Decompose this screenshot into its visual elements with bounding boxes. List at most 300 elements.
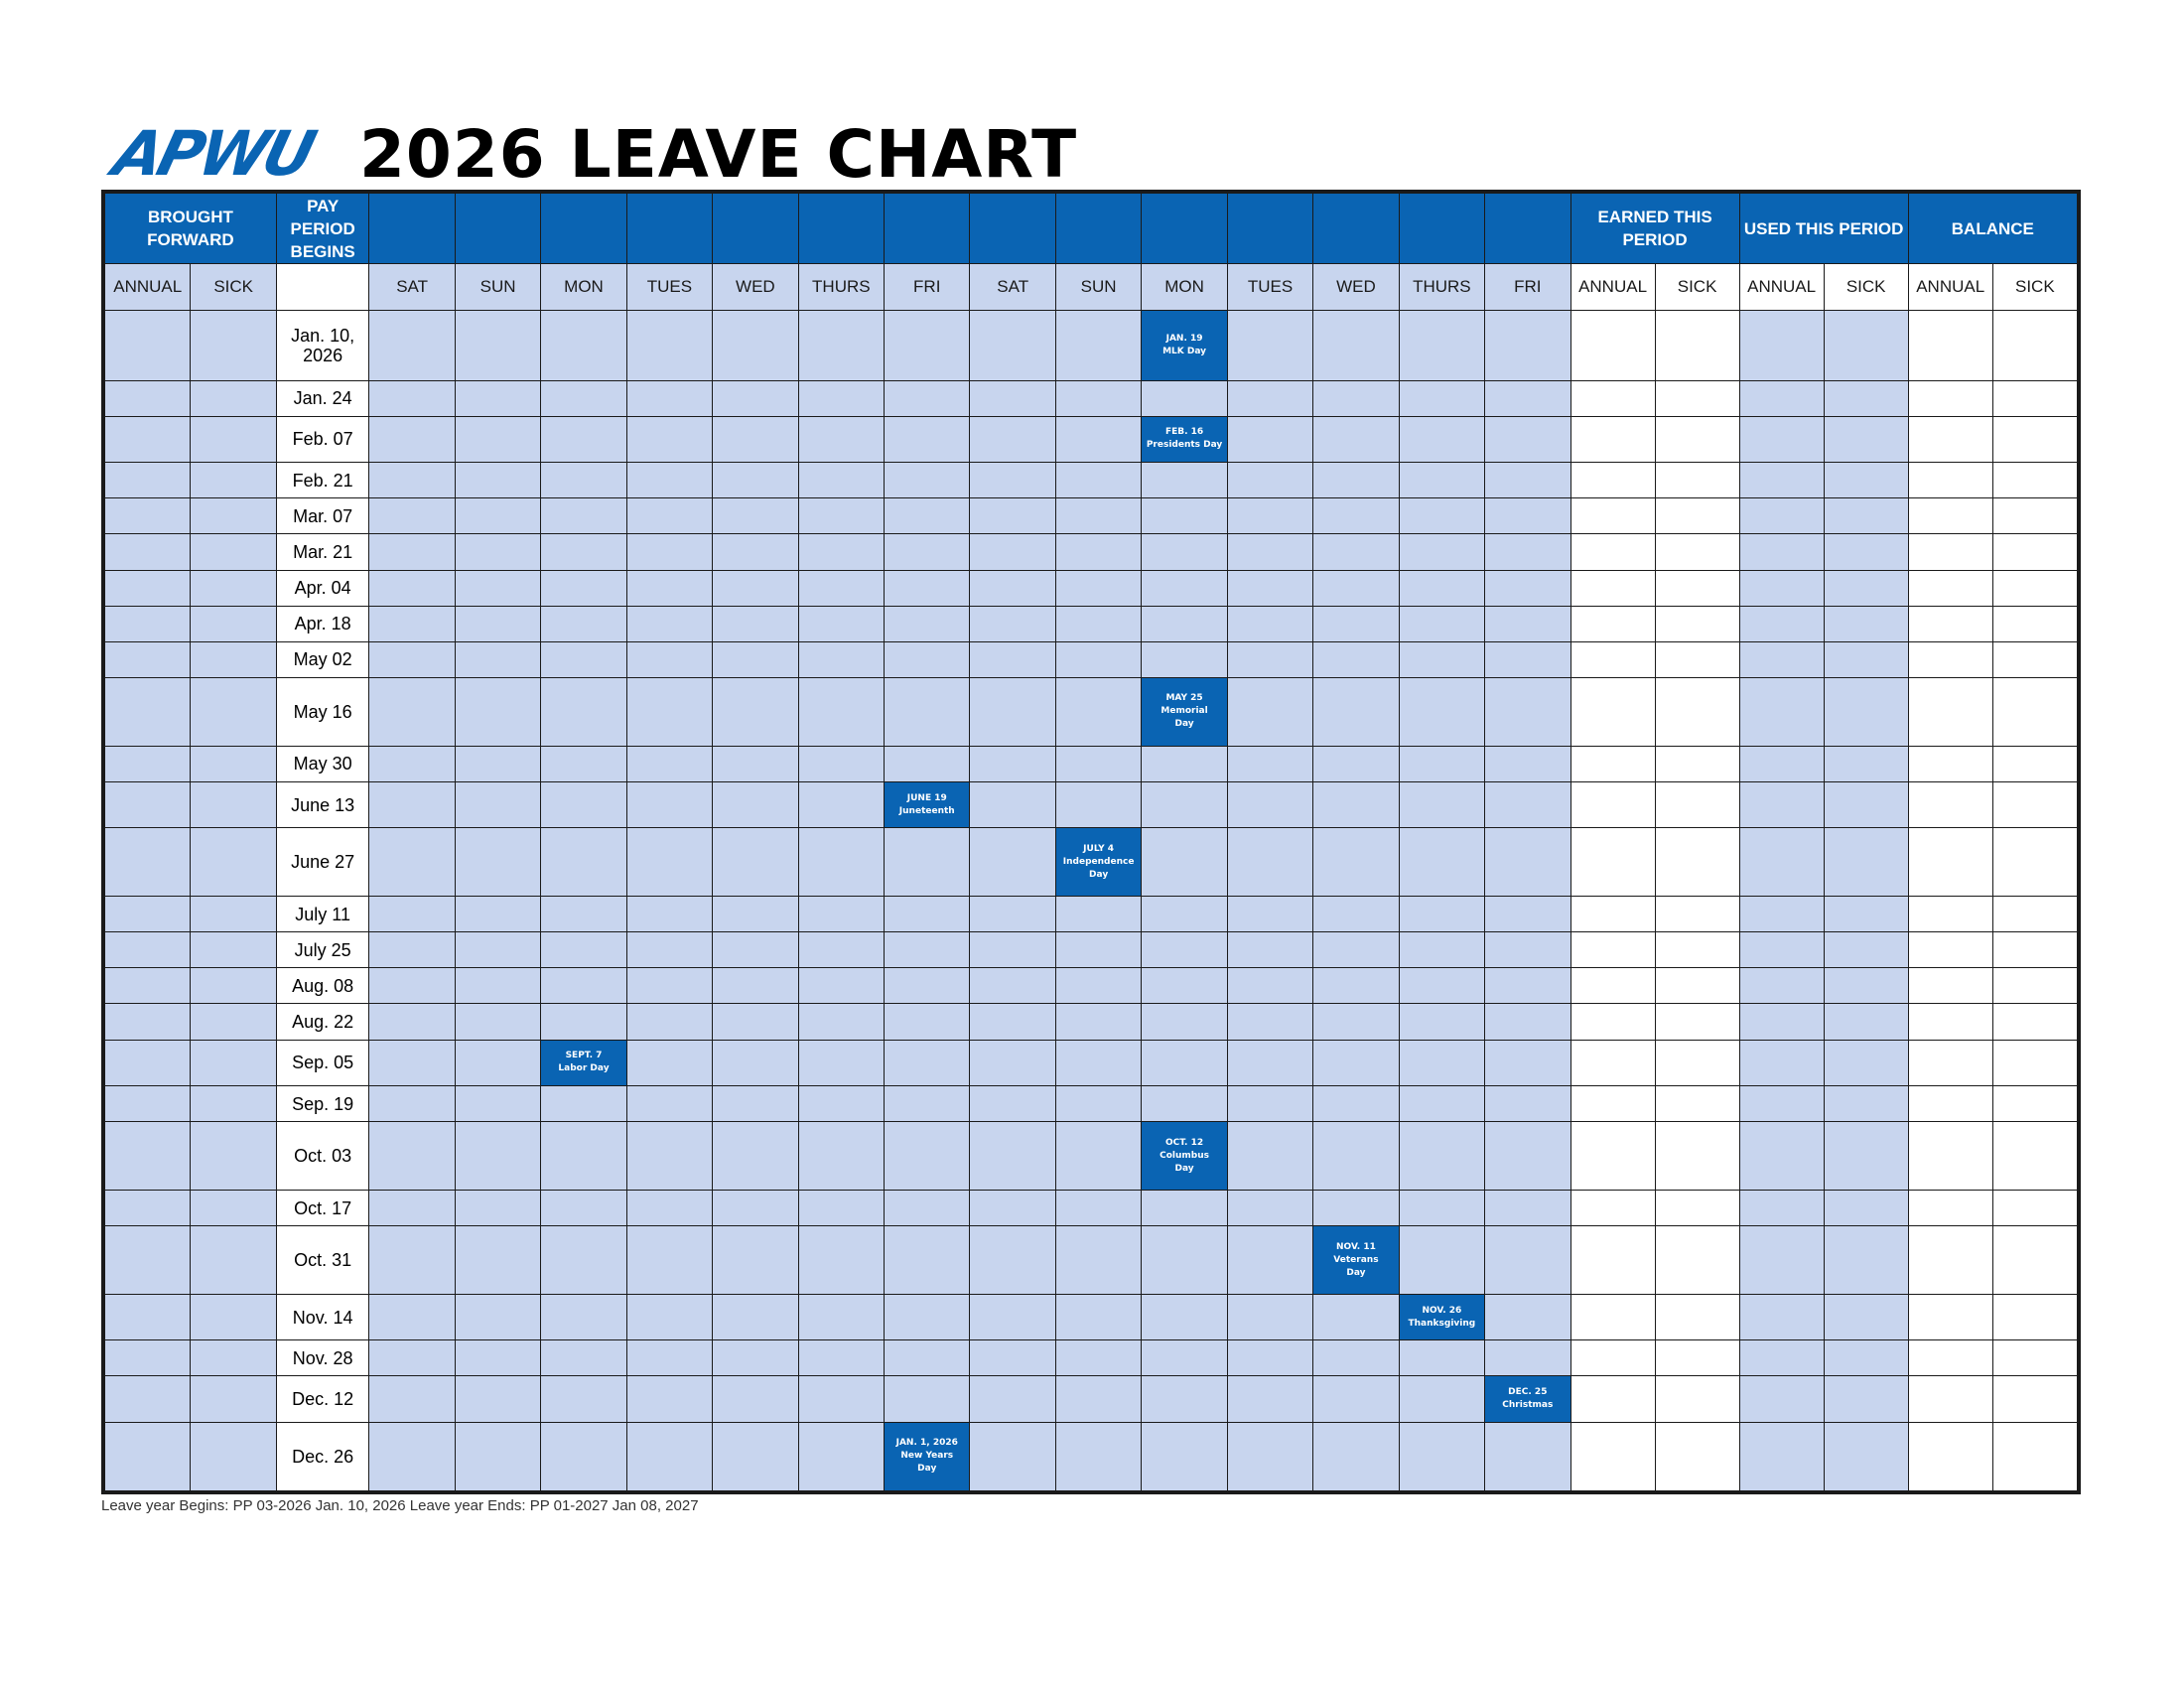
- day-cell: [1142, 1422, 1227, 1490]
- used-annual-cell: [1739, 746, 1824, 781]
- used-annual-cell: [1739, 570, 1824, 606]
- day-cell: [1485, 534, 1570, 570]
- day-cell: [798, 828, 884, 897]
- day-cell: [369, 641, 455, 677]
- day-cell: [1227, 416, 1312, 462]
- balance-annual-cell: [1908, 570, 1992, 606]
- day-header-sat: SAT: [970, 264, 1055, 311]
- day-cell: [885, 746, 970, 781]
- brought-forward-sick-cell: [191, 746, 276, 781]
- day-cell: [541, 1376, 626, 1422]
- table-row: [105, 1340, 2078, 1376]
- earned-sick-cell: [1655, 1086, 1739, 1122]
- used-sick-cell: [1824, 677, 1908, 746]
- brought-forward-sick-cell: [191, 380, 276, 416]
- table-row: [105, 677, 2078, 746]
- holiday-cell: [1485, 1376, 1570, 1422]
- day-cell: [626, 606, 712, 641]
- earned-annual-cell: [1570, 641, 1655, 677]
- day-cell: [1142, 828, 1227, 897]
- day-header-blank: [1313, 194, 1399, 264]
- balance-sick-cell: [1992, 311, 2077, 381]
- day-cell: [455, 968, 540, 1004]
- used-annual-cell: [1739, 1340, 1824, 1376]
- day-cell: [1055, 1190, 1141, 1225]
- pay-period-begins-header: PAY PERIOD BEGINS: [276, 194, 369, 264]
- day-cell: [455, 380, 540, 416]
- pay-period-date: July 11: [276, 897, 369, 932]
- used-sick-cell: [1824, 1086, 1908, 1122]
- used-annual-cell: [1739, 1376, 1824, 1422]
- day-cell: [369, 1004, 455, 1040]
- day-cell: [626, 1340, 712, 1376]
- balance-annual-cell: [1908, 897, 1992, 932]
- balance-sick-cell: [1992, 416, 2077, 462]
- day-cell: [541, 781, 626, 827]
- day-cell: [1055, 606, 1141, 641]
- day-cell: [1142, 781, 1227, 827]
- pay-period-date: June 13: [276, 781, 369, 827]
- holiday-label: Day: [1174, 1163, 1194, 1174]
- brought-forward-annual-cell: [105, 781, 191, 827]
- earned-sick-cell: [1655, 498, 1739, 534]
- brought-forward-annual-cell: [105, 606, 191, 641]
- pay-period-date: Oct. 17: [276, 1190, 369, 1225]
- day-cell: [455, 416, 540, 462]
- day-cell: [1227, 1040, 1312, 1085]
- day-cell: [1313, 534, 1399, 570]
- day-cell: [885, 641, 970, 677]
- day-cell: [1399, 463, 1484, 498]
- day-header-blank: [1485, 194, 1570, 264]
- holiday-label: NOV. 26: [1422, 1305, 1462, 1316]
- day-cell: [1142, 1190, 1227, 1225]
- day-cell: [970, 932, 1055, 968]
- day-cell: [626, 968, 712, 1004]
- day-header-blank: [970, 194, 1055, 264]
- day-cell: [1055, 1040, 1141, 1085]
- used-sick-cell: [1824, 781, 1908, 827]
- day-cell: [1485, 1086, 1570, 1122]
- day-cell: [626, 677, 712, 746]
- holiday-label: Columbus: [1160, 1150, 1209, 1161]
- holiday-label: JUNE 19: [906, 792, 947, 803]
- day-cell: [626, 1004, 712, 1040]
- earned-sick-cell: [1655, 1040, 1739, 1085]
- balance-annual-cell: [1908, 1004, 1992, 1040]
- holiday-label: Memorial: [1160, 706, 1208, 717]
- day-cell: [1227, 606, 1312, 641]
- balance-annual-cell: [1908, 641, 1992, 677]
- earned-sick-cell: [1655, 1190, 1739, 1225]
- day-cell: [1142, 570, 1227, 606]
- day-cell: [713, 828, 798, 897]
- day-cell: [1399, 828, 1484, 897]
- holiday-label: Juneteenth: [898, 805, 955, 816]
- holiday-label: JAN. 1, 2026: [895, 1438, 958, 1449]
- day-header-blank: [626, 194, 712, 264]
- table-row: [105, 1122, 2078, 1191]
- day-cell: [455, 828, 540, 897]
- table-row: [105, 968, 2078, 1004]
- day-cell: [885, 570, 970, 606]
- pay-period-date: Dec. 12: [276, 1376, 369, 1422]
- balance-sick-cell: [1992, 641, 2077, 677]
- earned-sick-cell: [1655, 1004, 1739, 1040]
- day-cell: [970, 1004, 1055, 1040]
- balance-sick-cell: [1992, 746, 2077, 781]
- brought-forward-sick-cell: [191, 1226, 276, 1295]
- brought-forward-header: BROUGHT FORWARD: [105, 194, 277, 264]
- day-cell: [455, 498, 540, 534]
- day-cell: [541, 416, 626, 462]
- day-cell: [1485, 897, 1570, 932]
- sub-header-annual: ANNUAL: [105, 264, 191, 311]
- used-sick-cell: [1824, 311, 1908, 381]
- day-cell: [1399, 746, 1484, 781]
- day-cell: [455, 1004, 540, 1040]
- brought-forward-annual-cell: [105, 1422, 191, 1490]
- day-cell: [455, 1226, 540, 1295]
- balance-annual-cell: [1908, 932, 1992, 968]
- balance-annual-cell: [1908, 498, 1992, 534]
- balance-sick-cell: [1992, 828, 2077, 897]
- day-cell: [1055, 311, 1141, 381]
- day-cell: [541, 463, 626, 498]
- day-header-sun: SUN: [455, 264, 540, 311]
- brought-forward-sick-cell: [191, 932, 276, 968]
- brought-forward-annual-cell: [105, 498, 191, 534]
- day-cell: [1399, 932, 1484, 968]
- balance-annual-cell: [1908, 781, 1992, 827]
- day-cell: [1313, 463, 1399, 498]
- used-sick-cell: [1824, 746, 1908, 781]
- day-cell: [1399, 1086, 1484, 1122]
- sub-header-blank: [276, 264, 369, 311]
- day-cell: [1485, 641, 1570, 677]
- day-cell: [1142, 606, 1227, 641]
- pay-period-date: Apr. 18: [276, 606, 369, 641]
- day-cell: [1142, 1040, 1227, 1085]
- day-cell: [626, 534, 712, 570]
- day-cell: [1313, 498, 1399, 534]
- day-cell: [885, 932, 970, 968]
- used-annual-cell: [1739, 677, 1824, 746]
- day-cell: [626, 932, 712, 968]
- day-cell: [1227, 641, 1312, 677]
- used-sick-cell: [1824, 606, 1908, 641]
- day-cell: [1313, 641, 1399, 677]
- day-cell: [885, 1340, 970, 1376]
- day-cell: [1227, 1376, 1312, 1422]
- day-cell: [1142, 1086, 1227, 1122]
- sub-header-sick: SICK: [1655, 264, 1739, 311]
- day-cell: [1399, 570, 1484, 606]
- table-row: [105, 606, 2078, 641]
- day-cell: [713, 1340, 798, 1376]
- day-header-blank: [1055, 194, 1141, 264]
- pay-period-date: Sep. 05: [276, 1040, 369, 1085]
- day-cell: [970, 1226, 1055, 1295]
- day-cell: [626, 746, 712, 781]
- brought-forward-sick-cell: [191, 1340, 276, 1376]
- day-header-blank: [369, 194, 455, 264]
- day-cell: [541, 606, 626, 641]
- used-annual-cell: [1739, 968, 1824, 1004]
- day-cell: [970, 416, 1055, 462]
- day-cell: [455, 897, 540, 932]
- day-cell: [455, 641, 540, 677]
- brought-forward-annual-cell: [105, 677, 191, 746]
- day-header-thurs: THURS: [798, 264, 884, 311]
- balance-sick-cell: [1992, 781, 2077, 827]
- day-cell: [1142, 897, 1227, 932]
- day-cell: [1313, 781, 1399, 827]
- day-cell: [455, 534, 540, 570]
- day-cell: [626, 463, 712, 498]
- day-cell: [970, 570, 1055, 606]
- earned-sick-cell: [1655, 1376, 1739, 1422]
- brought-forward-annual-cell: [105, 932, 191, 968]
- day-header-tues: TUES: [626, 264, 712, 311]
- earned-sick-cell: [1655, 534, 1739, 570]
- day-cell: [626, 828, 712, 897]
- day-cell: [1313, 1294, 1399, 1339]
- day-cell: [885, 1004, 970, 1040]
- day-cell: [1313, 1086, 1399, 1122]
- earned-annual-cell: [1570, 1122, 1655, 1191]
- day-cell: [798, 641, 884, 677]
- day-cell: [1227, 1086, 1312, 1122]
- balance-annual-cell: [1908, 1340, 1992, 1376]
- balance-sick-cell: [1992, 570, 2077, 606]
- earned-annual-cell: [1570, 311, 1655, 381]
- table-row: [105, 1004, 2078, 1040]
- day-cell: [1485, 677, 1570, 746]
- day-cell: [1313, 1340, 1399, 1376]
- holiday-label: Veterans: [1333, 1254, 1379, 1265]
- balance-sick-cell: [1992, 1190, 2077, 1225]
- day-cell: [626, 311, 712, 381]
- pay-period-date: Jan. 24: [276, 380, 369, 416]
- day-cell: [1142, 932, 1227, 968]
- brought-forward-annual-cell: [105, 641, 191, 677]
- day-cell: [1485, 828, 1570, 897]
- brought-forward-sick-cell: [191, 1086, 276, 1122]
- brought-forward-sick-cell: [191, 606, 276, 641]
- day-cell: [1399, 1340, 1484, 1376]
- day-cell: [713, 380, 798, 416]
- day-cell: [369, 311, 455, 381]
- day-cell: [541, 1294, 626, 1339]
- day-cell: [1055, 677, 1141, 746]
- apwu-logo: [106, 117, 320, 190]
- pay-period-date: Sep. 19: [276, 1086, 369, 1122]
- day-cell: [798, 781, 884, 827]
- used-sick-cell: [1824, 1340, 1908, 1376]
- day-header-fri: FRI: [885, 264, 970, 311]
- earned-sick-cell: [1655, 897, 1739, 932]
- day-cell: [541, 1122, 626, 1191]
- day-cell: [798, 1422, 884, 1490]
- brought-forward-sick-cell: [191, 897, 276, 932]
- day-cell: [970, 1040, 1055, 1085]
- day-cell: [369, 781, 455, 827]
- day-cell: [1227, 570, 1312, 606]
- day-cell: [455, 781, 540, 827]
- day-cell: [626, 1122, 712, 1191]
- day-cell: [798, 1086, 884, 1122]
- used-annual-cell: [1739, 1422, 1824, 1490]
- day-cell: [541, 1190, 626, 1225]
- day-cell: [455, 1190, 540, 1225]
- brought-forward-annual-cell: [105, 570, 191, 606]
- day-cell: [1485, 1294, 1570, 1339]
- day-cell: [541, 897, 626, 932]
- balance-sick-cell: [1992, 1422, 2077, 1490]
- day-cell: [970, 1340, 1055, 1376]
- day-cell: [626, 1040, 712, 1085]
- day-cell: [713, 1294, 798, 1339]
- day-cell: [1399, 1122, 1484, 1191]
- day-cell: [1399, 781, 1484, 827]
- earned-annual-cell: [1570, 1294, 1655, 1339]
- balance-annual-cell: [1908, 828, 1992, 897]
- day-cell: [885, 498, 970, 534]
- used-sick-cell: [1824, 1122, 1908, 1191]
- day-cell: [1227, 932, 1312, 968]
- day-cell: [798, 897, 884, 932]
- day-cell: [369, 1086, 455, 1122]
- day-cell: [1313, 828, 1399, 897]
- used-sick-cell: [1824, 1004, 1908, 1040]
- balance-annual-cell: [1908, 1040, 1992, 1085]
- holiday-label: Day: [1089, 869, 1109, 880]
- day-cell: [970, 828, 1055, 897]
- day-cell: [626, 781, 712, 827]
- day-cell: [1227, 498, 1312, 534]
- used-annual-cell: [1739, 781, 1824, 827]
- day-cell: [885, 828, 970, 897]
- day-cell: [1485, 1040, 1570, 1085]
- day-cell: [1313, 606, 1399, 641]
- day-cell: [798, 1376, 884, 1422]
- brought-forward-annual-cell: [105, 1190, 191, 1225]
- brought-forward-annual-cell: [105, 968, 191, 1004]
- day-cell: [541, 498, 626, 534]
- day-cell: [455, 677, 540, 746]
- used-annual-cell: [1739, 1226, 1824, 1295]
- day-cell: [1227, 781, 1312, 827]
- pay-period-date: Jan. 10, 2026: [276, 311, 369, 381]
- earned-sick-cell: [1655, 968, 1739, 1004]
- day-cell: [885, 1376, 970, 1422]
- earned-sick-cell: [1655, 463, 1739, 498]
- pay-period-date: May 16: [276, 677, 369, 746]
- used-annual-cell: [1739, 932, 1824, 968]
- balance-annual-cell: [1908, 968, 1992, 1004]
- earned-sick-cell: [1655, 1294, 1739, 1339]
- day-cell: [1399, 1422, 1484, 1490]
- day-cell: [1399, 641, 1484, 677]
- day-cell: [1055, 1340, 1141, 1376]
- holiday-cell: [541, 1040, 626, 1085]
- day-cell: [798, 311, 884, 381]
- day-cell: [970, 641, 1055, 677]
- brought-forward-annual-cell: [105, 1376, 191, 1422]
- day-cell: [1399, 897, 1484, 932]
- day-cell: [541, 828, 626, 897]
- brought-forward-sick-cell: [191, 1122, 276, 1191]
- day-cell: [1399, 1040, 1484, 1085]
- day-cell: [970, 463, 1055, 498]
- day-cell: [1055, 380, 1141, 416]
- day-cell: [1399, 677, 1484, 746]
- sub-header-sick: SICK: [1824, 264, 1908, 311]
- day-cell: [1142, 1340, 1227, 1376]
- day-cell: [1485, 1004, 1570, 1040]
- day-cell: [369, 677, 455, 746]
- day-cell: [626, 641, 712, 677]
- pay-period-date: July 25: [276, 932, 369, 968]
- day-cell: [541, 1086, 626, 1122]
- day-cell: [1055, 641, 1141, 677]
- day-cell: [1485, 606, 1570, 641]
- day-cell: [1313, 897, 1399, 932]
- day-cell: [1399, 1376, 1484, 1422]
- used-annual-cell: [1739, 1294, 1824, 1339]
- day-cell: [1227, 311, 1312, 381]
- day-cell: [1055, 416, 1141, 462]
- day-cell: [626, 570, 712, 606]
- day-cell: [541, 746, 626, 781]
- day-cell: [541, 1340, 626, 1376]
- day-cell: [885, 1040, 970, 1085]
- day-cell: [1227, 828, 1312, 897]
- brought-forward-annual-cell: [105, 897, 191, 932]
- day-cell: [798, 1294, 884, 1339]
- day-cell: [455, 1422, 540, 1490]
- sub-header-row: [105, 264, 2078, 311]
- brought-forward-annual-cell: [105, 416, 191, 462]
- pay-period-date: May 30: [276, 746, 369, 781]
- used-annual-cell: [1739, 606, 1824, 641]
- day-cell: [369, 534, 455, 570]
- day-cell: [970, 1376, 1055, 1422]
- day-cell: [1399, 534, 1484, 570]
- day-header-thurs: THURS: [1399, 264, 1484, 311]
- used-sick-cell: [1824, 498, 1908, 534]
- day-cell: [885, 1226, 970, 1295]
- day-cell: [885, 1190, 970, 1225]
- day-cell: [1485, 1226, 1570, 1295]
- day-cell: [1399, 416, 1484, 462]
- holiday-cell: [885, 781, 970, 827]
- day-cell: [541, 677, 626, 746]
- day-cell: [713, 641, 798, 677]
- brought-forward-sick-cell: [191, 534, 276, 570]
- day-header-blank: [541, 194, 626, 264]
- brought-forward-annual-cell: [105, 746, 191, 781]
- day-cell: [713, 1086, 798, 1122]
- balance-sick-cell: [1992, 1340, 2077, 1376]
- day-cell: [1055, 570, 1141, 606]
- holiday-label: New Years: [900, 1451, 954, 1462]
- day-cell: [1227, 1422, 1312, 1490]
- day-cell: [798, 1190, 884, 1225]
- earned-annual-cell: [1570, 1040, 1655, 1085]
- day-header-blank: [885, 194, 970, 264]
